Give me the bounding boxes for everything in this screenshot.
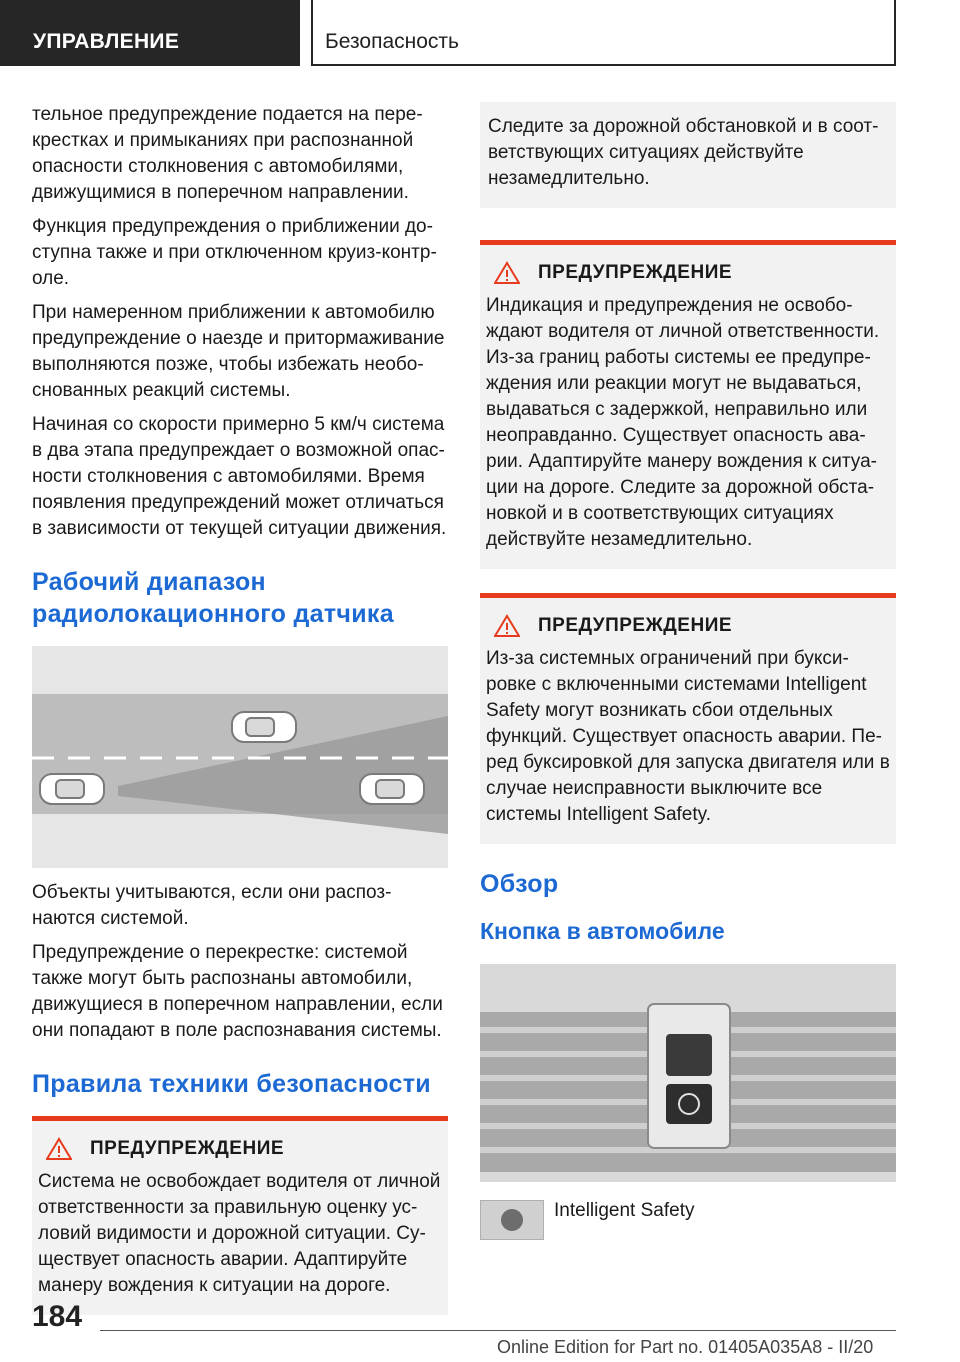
warning-box — [480, 593, 896, 844]
warning-text: Из-за системных ограничений при буксировке с включенными системами Intelligent Safety могут возникать сбои отдельных функций. Существует опасность аварии. Перед буксировкой для запуска двигателя или в случае неисправности выключите все системы Intelligent Safety. — [486, 648, 890, 825]
section-title: УПРАВЛЕНИЕ — [0, 0, 300, 66]
notice-box — [480, 102, 896, 208]
warning-title: ПРЕДУПРЕЖДЕНИЕ — [90, 1138, 285, 1159]
notice-text: Следите за дорожной обстановкой и в соответствующих ситуациях действуйте незамедлительно. — [488, 116, 879, 189]
heading-safety: Правила техники безопасности — [32, 1070, 431, 1098]
warning-triangle-icon — [494, 261, 520, 285]
car-icon — [360, 774, 424, 804]
paragraph: При намеренном приближении к автомобилю предупреждение о наезде и притормаживание выполняются позже, чтобы избежать необоснованных реакций системы. — [32, 302, 445, 401]
warning-title: ПРЕДУПРЕЖДЕНИЕ — [538, 262, 733, 283]
warning-box — [480, 240, 896, 569]
heading-overview: Обзор — [480, 870, 559, 898]
chapter-title: Безопасность — [311, 0, 896, 66]
paragraph: Функция предупреждения о приближении доступна также и при отключенном круиз-контроле. — [32, 216, 437, 289]
footer-divider — [100, 1330, 896, 1331]
car-icon — [40, 774, 104, 804]
paragraph: Начиная со скорости примерно 5 км/ч система в два этапа предупреждает о возможной опасности столкновения с автомобилями. Время появления предупреждений может отличаться в зависимости от текущей ситуации движения. — [32, 414, 447, 539]
left-column — [32, 102, 448, 1339]
warning-text: Индикация и предупреждения не освобождают водителя от личной ответственности. Из-за границ работы системы ее предупреждения или реакции могут не выдаваться, выдаваться с задержкой, неправильно или неоправданно. Существует опасность аварии. Адаптируйте манеру вождения к ситуации на дороге. Следите за дорожной обстановкой и в соответствующих ситуациях действуйте незамедлительно. — [486, 295, 880, 550]
warning-triangle-icon — [46, 1137, 72, 1161]
radar-range-illustration — [32, 646, 448, 868]
footer-edition: Online Edition for Part no. 01405A035A8 - II/20 — [497, 1337, 874, 1357]
intelligent-safety-button-icon — [480, 1200, 544, 1240]
heading-sensor-range: Рабочий диапазон радиолокационного датчика — [32, 568, 394, 628]
page-header — [0, 0, 960, 66]
paragraph: Объекты учитываются, если они распознаются системой. — [32, 882, 392, 929]
car-icon — [232, 712, 296, 742]
heading-button-in-vehicle: Кнопка в автомобиле — [480, 918, 725, 944]
button-legend — [480, 1198, 896, 1240]
button-label: Intelligent Safety — [554, 1200, 695, 1221]
paragraph: Предупреждение о перекрестке: системой также могут быть распознаны автомобили, движущиеся в поперечном направлении, если они попадают в поле распознавания системы. — [32, 942, 443, 1041]
right-column — [480, 102, 896, 1240]
warning-box — [32, 1116, 448, 1315]
button-photo — [480, 964, 896, 1182]
page-number: 184 — [32, 1300, 83, 1333]
warning-title: ПРЕДУПРЕЖДЕНИЕ — [538, 615, 733, 636]
warning-triangle-icon — [494, 614, 520, 638]
warning-text: Система не освобождает водителя от личной ответственности за правильную оценку условий видимости и дорожной ситуации. Существует опасность аварии. Адаптируйте манеру вождения к ситуации на дороге. — [38, 1171, 441, 1296]
paragraph: тельное предупреждение подается на перекрестках и примыканиях при распознанной опасности столкновения с автомобилями, движущимися в поперечном направлении. — [32, 104, 423, 203]
